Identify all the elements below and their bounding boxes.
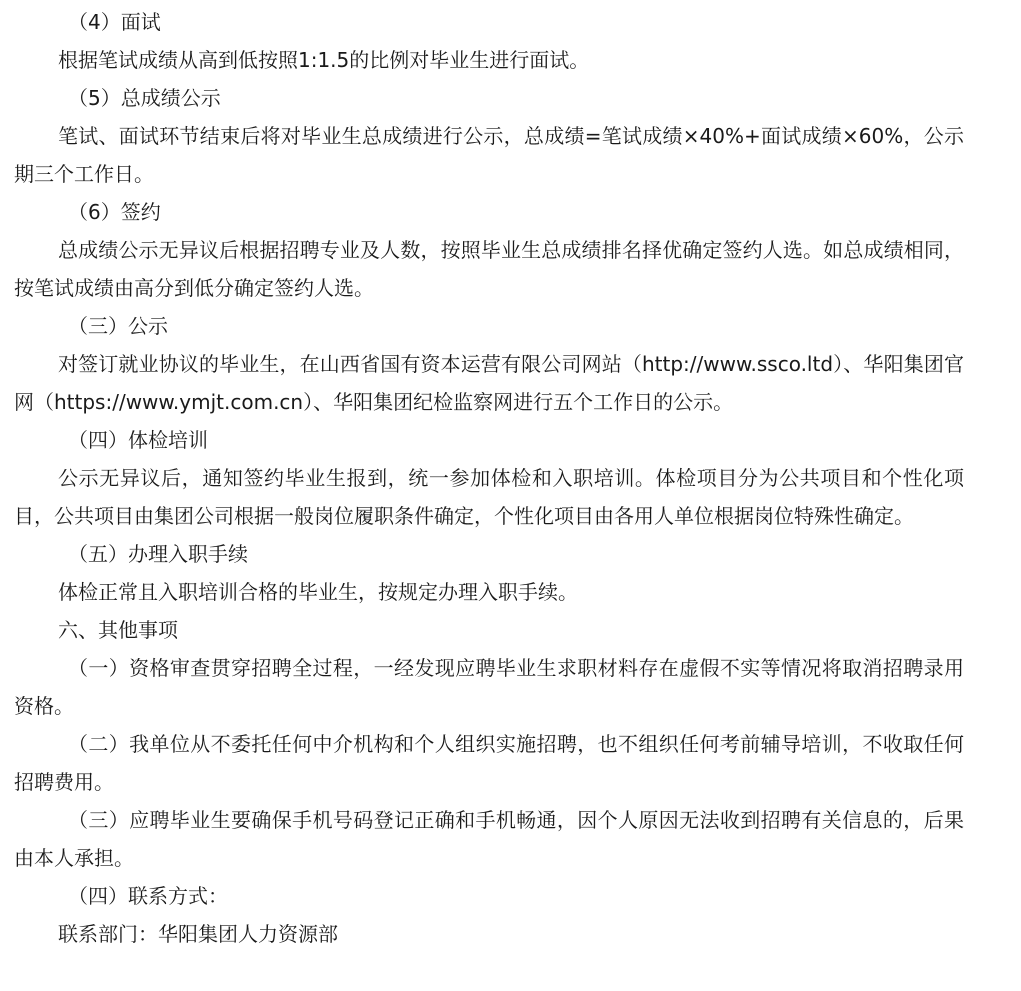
paragraph-onboarding: 体检正常且入职培训合格的毕业生，按规定办理入职手续。 [58,580,578,604]
subheading-interview: （4）面试 [68,10,161,34]
subheading-onboarding: （五）办理入职手续 [68,542,248,566]
paragraph-no-agency: （二）我单位从不委托任何中介机构和个人组织实施招聘，也不组织任何考前辅导培训，不收取任何招聘费用。 [14,732,964,794]
paragraph-score-publicity: 笔试、面试环节结束后将对毕业生总成绩进行公示，总成绩=笔试成绩×40%+面试成绩×60%，公示期三个工作日。 [14,124,964,186]
paragraph-signing: 总成绩公示无异议后根据招聘专业及人数，按照毕业生总成绩排名择优确定签约人选。如总成绩相同，按笔试成绩由高分到低分确定签约人选。 [14,238,964,300]
paragraph-interview: 根据笔试成绩从高到低按照1:1.5的比例对毕业生进行面试。 [58,48,590,72]
paragraph-qualification-review: （一）资格审查贯穿招聘全过程，一经发现应聘毕业生求职材料存在虚假不实等情况将取消招聘录用资格。 [14,656,964,718]
paragraph-publicity: 对签订就业协议的毕业生，在山西省国有资本运营有限公司网站（http://www.ssco.ltd）、华阳集团官网（https://www.ymjt.com.cn）、华阳集团纪检监察网进行五个工作日的公示。 [14,352,964,414]
subheading-score-publicity: （5）总成绩公示 [68,86,221,110]
subheading-medical-training: （四）体检培训 [68,428,208,452]
subheading-signing: （6）签约 [68,200,161,224]
subheading-publicity: （三）公示 [68,314,168,338]
paragraph-contact-department: 联系部门：华阳集团人力资源部 [58,922,338,946]
document-body [14,3,964,953]
paragraph-medical-training: 公示无异议后，通知签约毕业生报到，统一参加体检和入职培训。体检项目分为公共项目和个性化项目，公共项目由集团公司根据一般岗位履职条件确定，个性化项目由各用人单位根据岗位特殊性确定。 [14,466,964,528]
paragraph-phone-contact: （三）应聘毕业生要确保手机号码登记正确和手机畅通，因个人原因无法收到招聘有关信息的，后果由本人承担。 [14,808,964,870]
section-heading-other-matters: 六、其他事项 [58,618,178,642]
subheading-contact: （四）联系方式： [68,884,228,908]
